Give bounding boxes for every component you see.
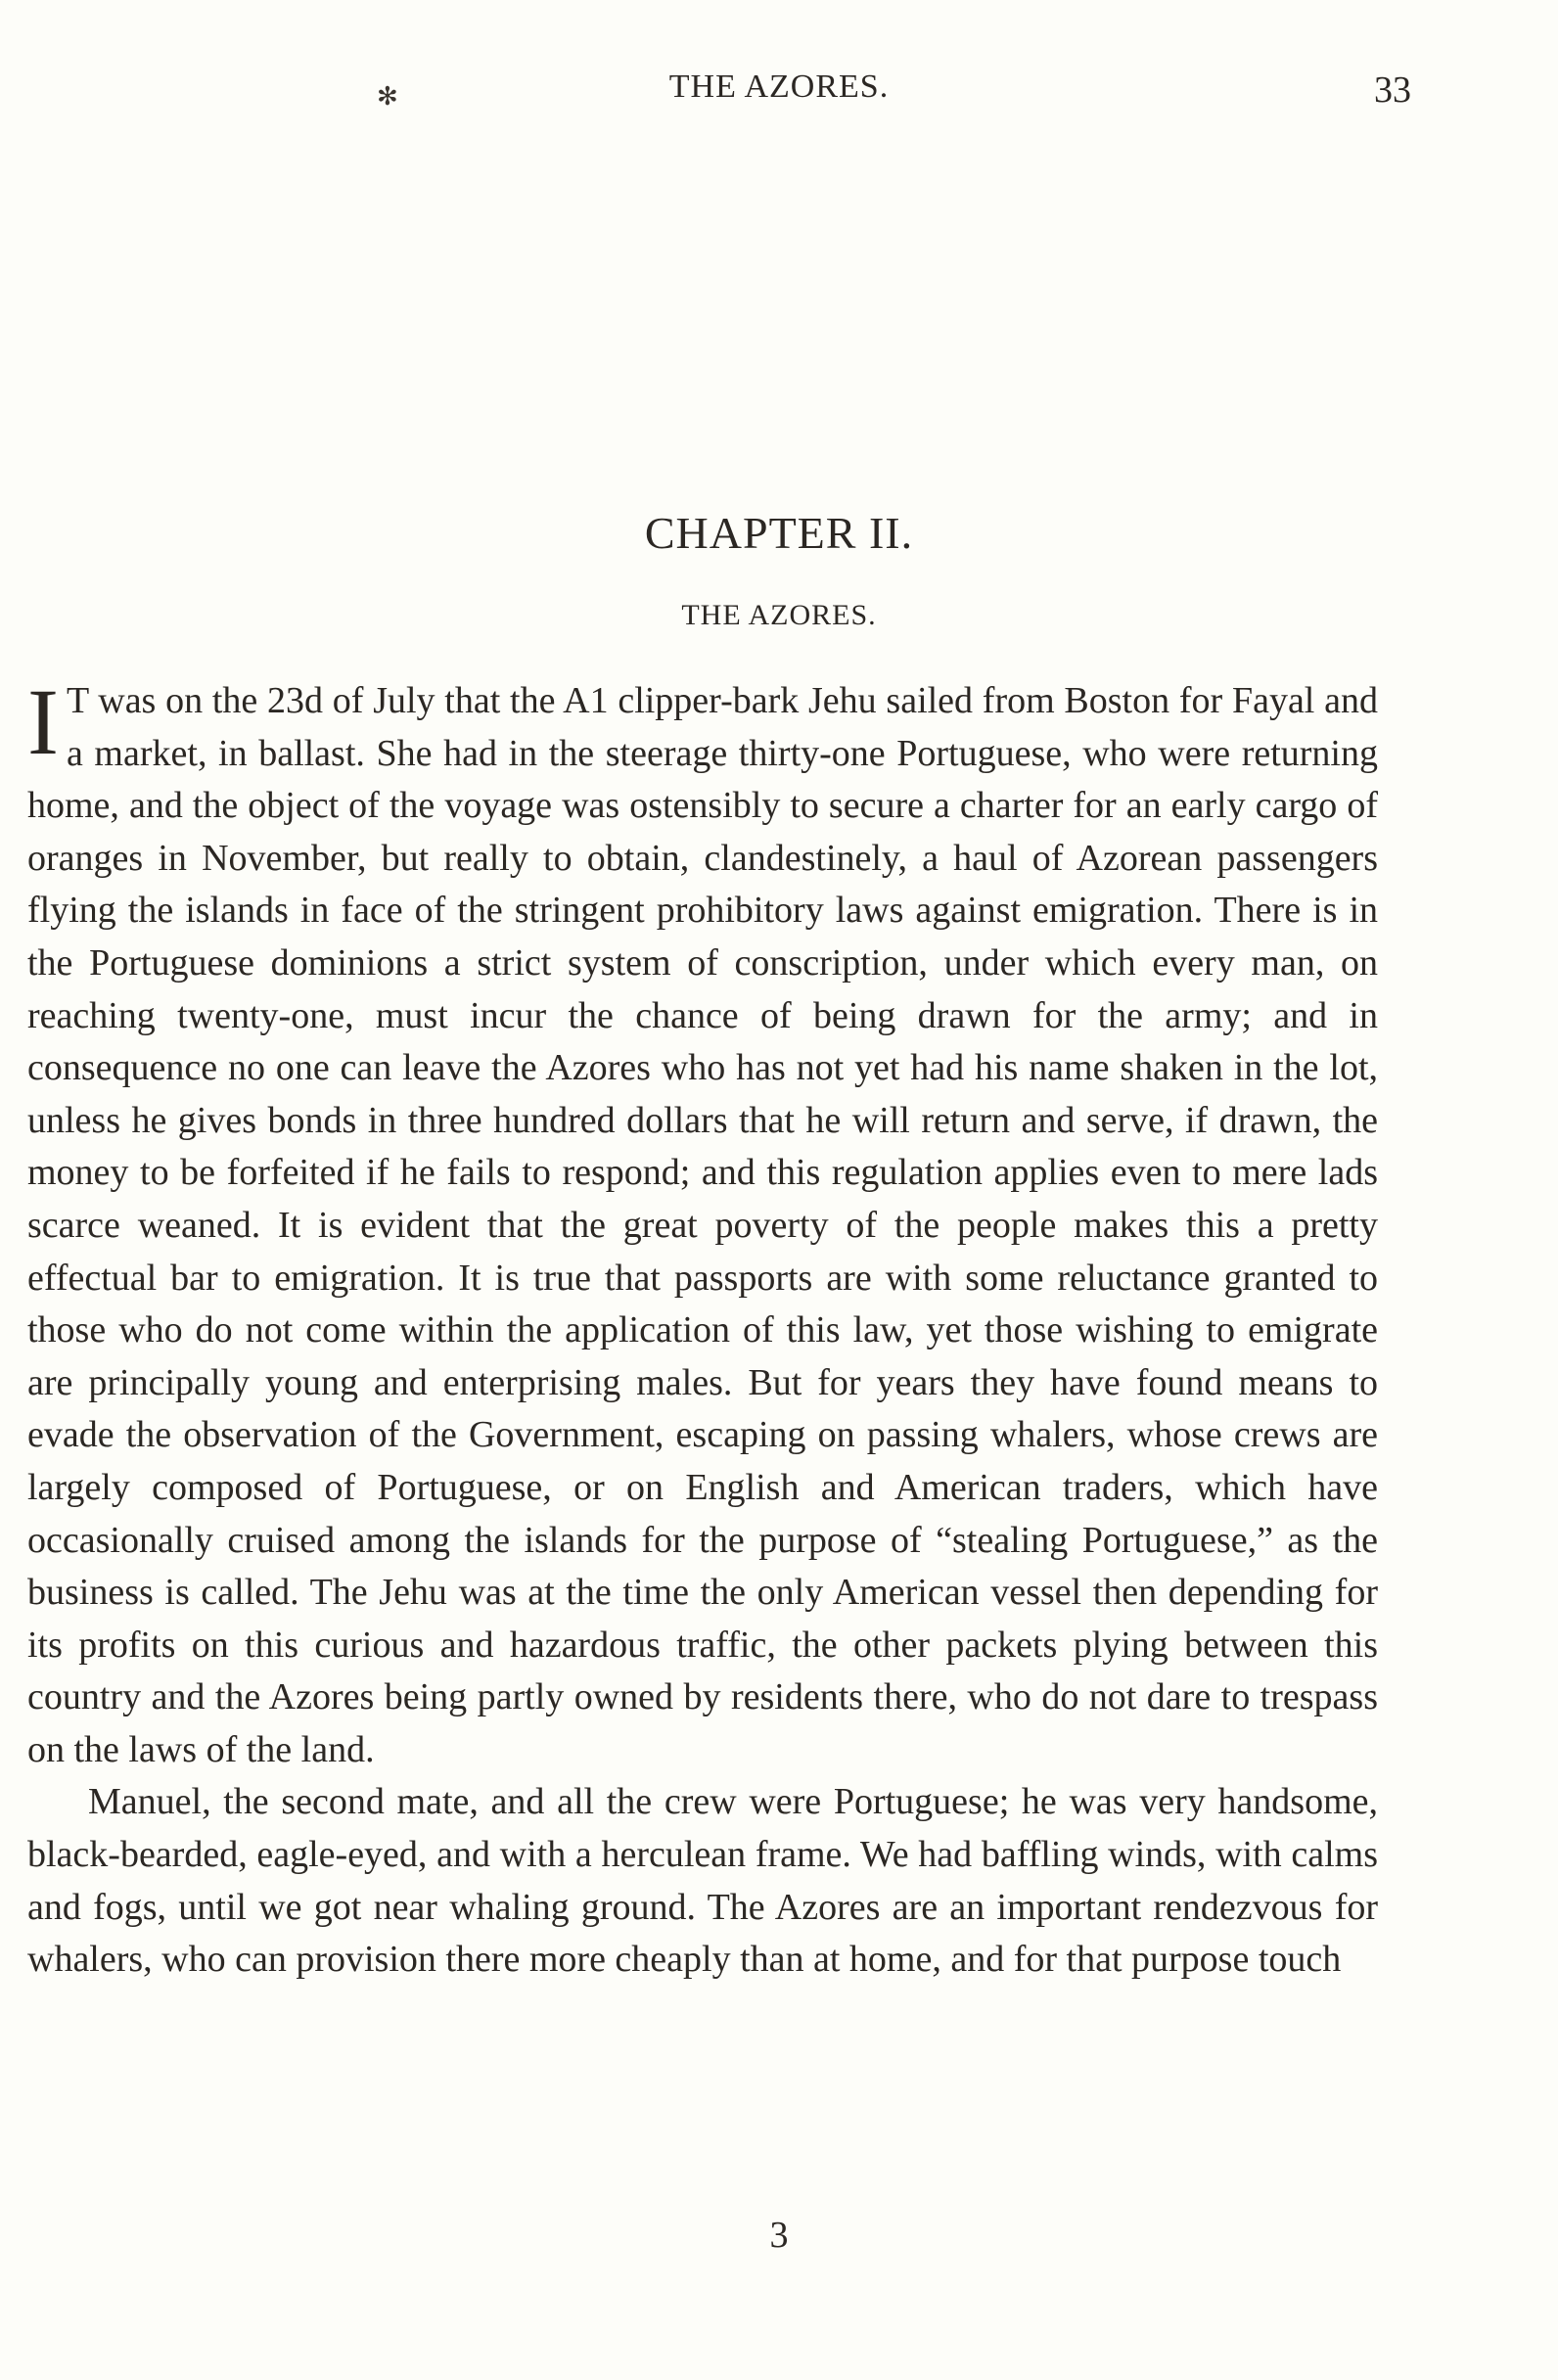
signature-mark: 3 — [769, 2215, 789, 2256]
body-text — [27, 669, 1378, 1987]
running-head-title: THE AZORES. — [668, 69, 890, 105]
chapter-subtitle: THE AZORES. — [681, 599, 877, 631]
chapter-heading: CHAPTER II. — [644, 508, 914, 558]
ornament-mark: ✻ — [377, 82, 398, 112]
page-number: 33 — [1374, 69, 1411, 111]
running-head — [0, 69, 1558, 117]
paragraph-1: IT was on the 23d of July that the A1 clipper-bark Jehu sailed from Boston for Fayal and a market, in ballast. She had in the steerage thirty-one Portuguese, who were returning home, and the object of the voyage was ostensibly to secure a charter for an early cargo of oranges in November, but really to obtain, clandestinely, a haul of Azorean passengers flying the islands in face of the stringent prohibitory laws against emigration. There is in the Portuguese dominions a strict system of conscription, under which every man, on reaching twenty-one, must incur the chance of being drawn for the army; and in consequence no one can leave the Azores who has not yet had his name shaken in the lot, unless he gives bonds in three hundred dollars that he will return and serve, if drawn, the money to be forfeited if he fails to respond; and this regulation applies even to mere lads scarce weaned. It is evident that the great poverty of the people makes this a pretty effectual bar to emigration. It is true that passports are with some reluctance granted to those who do not come within the application of this law, yet those wishing to emigrate are principally young and enterprising males. But for years they have found means to evade the observation of the Government, escaping on passing whalers, whose crews are largely composed of Portuguese, or on English and American traders, which have occasionally cruised among the islands for the purpose of “stealing Portuguese,” as the business is called. The Jehu was at the time the only American vessel then depending for its profits on this curious and hazardous traffic, the other packets plying between this country and the Azores being partly owned by residents there, who do not dare to trespass on the laws of the land. — [27, 669, 1378, 1770]
paragraph-2: Manuel, the second mate, and all the crew were Portuguese; he was very handsome, black-bearded, eagle-eyed, and with a herculean frame. We had baffling winds, with calms and fogs, until we got near whaling ground. The Azores are an important rendezvous for whalers, who can provision there more cheaply than at home, and for that purpose touch — [27, 1781, 1378, 1981]
